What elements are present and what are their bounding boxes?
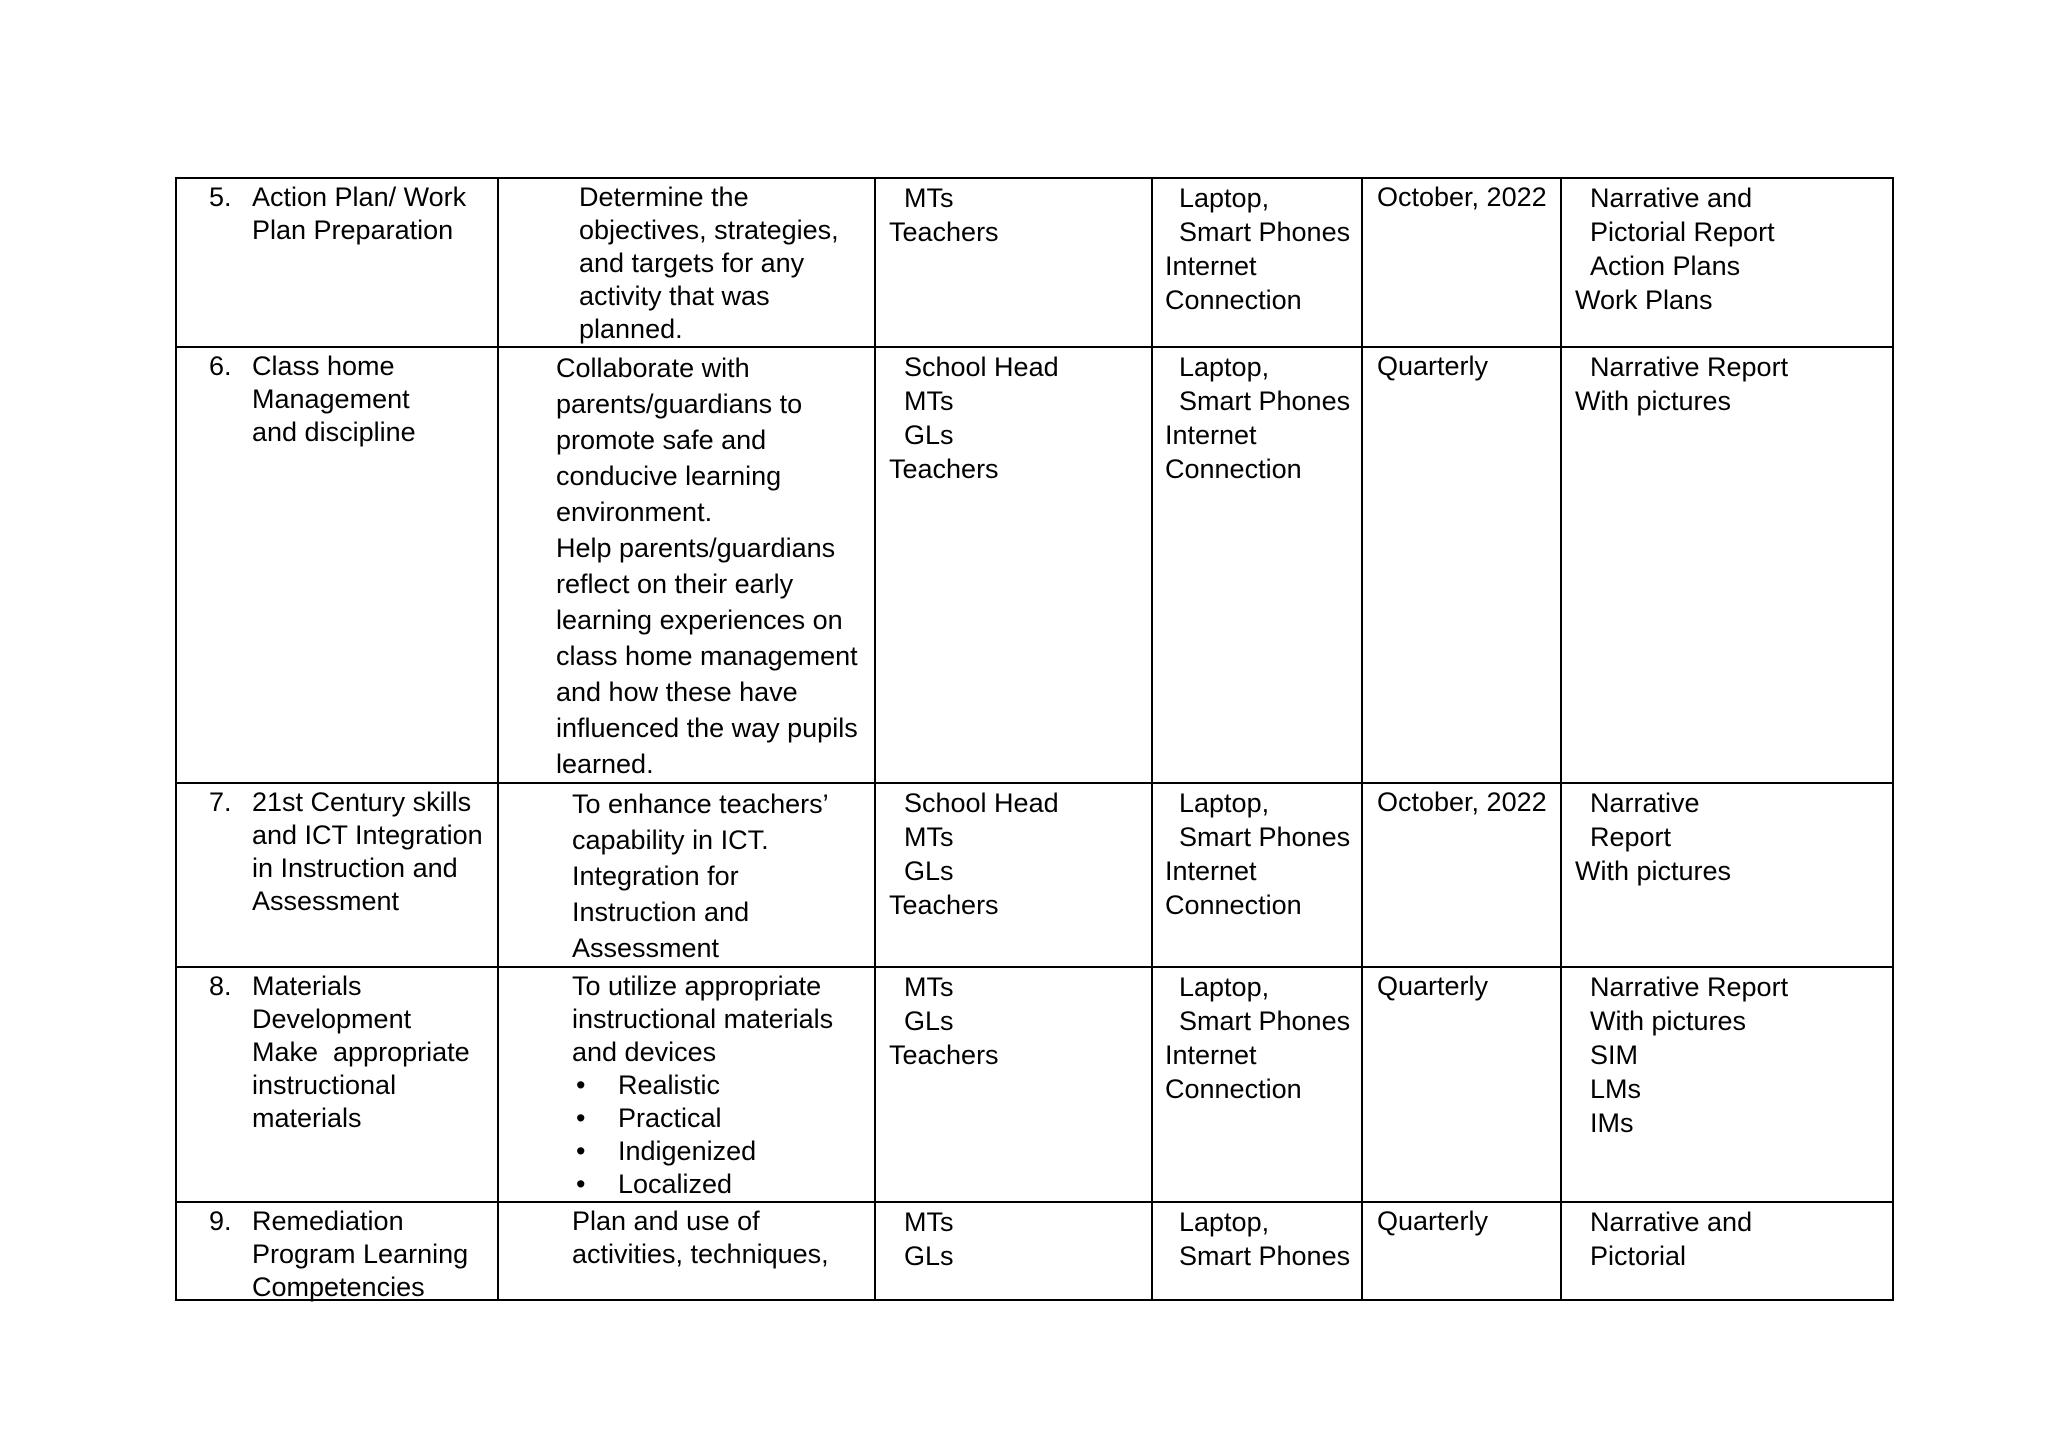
table-row <box>176 1202 1893 1300</box>
activity-cell <box>176 347 498 783</box>
list-item: • Realistic <box>576 1070 721 1100</box>
bullet-icon: • <box>576 1136 586 1166</box>
strategies-cell <box>498 1202 875 1300</box>
persons-cell <box>875 178 1152 347</box>
action-plan-table <box>175 177 1894 1301</box>
bullet-icon: • <box>576 1169 586 1199</box>
activity-cell <box>176 967 498 1202</box>
resources-text: Laptop, Smart Phones Internet Connection <box>1165 183 1351 315</box>
bullet-icon: • <box>576 1070 586 1100</box>
row-number: 7. <box>209 787 232 817</box>
resources-text: Laptop, Smart Phones Internet Connection <box>1165 788 1351 920</box>
output-cell <box>1561 783 1893 967</box>
resources-text: Laptop, Smart Phones Internet Connection <box>1165 972 1351 1104</box>
time-frame-cell <box>1362 1202 1561 1300</box>
time-frame-cell <box>1362 967 1561 1202</box>
list-item: • Practical <box>576 1103 722 1133</box>
activity-text: Remediation Program Learning Competencies <box>252 1206 469 1302</box>
activity-text: Action Plan/ Work Plan Preparation <box>252 182 467 245</box>
resources-cell <box>1152 967 1362 1202</box>
activity-text: Materials Development Make appropriate instructional materials <box>252 971 470 1133</box>
strategies-text: Determine the objectives, strategies, and targets for any activity that was planned. <box>579 182 839 344</box>
resources-cell <box>1152 347 1362 783</box>
time-frame-text: Quarterly <box>1377 351 1489 381</box>
table-row <box>176 178 1893 347</box>
persons-cell <box>875 783 1152 967</box>
persons-cell <box>875 1202 1152 1300</box>
persons-text: School Head MTs GLs Teachers <box>889 788 1059 920</box>
strategies-text: Plan and use of activities, techniques, <box>572 1206 829 1269</box>
activity-cell <box>176 783 498 967</box>
list-item: • Localized <box>576 1169 733 1199</box>
row-number: 6. <box>209 351 232 381</box>
output-text: Narrative and Pictorial <box>1590 1207 1753 1271</box>
row-number: 5. <box>209 182 232 212</box>
strategies-cell <box>498 178 875 347</box>
resources-cell <box>1152 1202 1362 1300</box>
row-number: 8. <box>209 971 232 1001</box>
output-cell <box>1561 178 1893 347</box>
activity-text: 21st Century skills and ICT Integration in Instruction and Assessment <box>252 787 483 916</box>
time-frame-cell <box>1362 347 1561 783</box>
persons-cell <box>875 347 1152 783</box>
time-frame-text: October, 2022 <box>1377 182 1547 212</box>
output-text: Narrative and Pictorial Report Action Plans Work Plans <box>1575 183 1775 315</box>
output-text: Narrative Report With pictures <box>1575 788 1732 886</box>
resources-text: Laptop, Smart Phones Internet Connection <box>1165 352 1351 484</box>
table-row <box>176 783 1893 967</box>
resources-text: Laptop, Smart Phones <box>1179 1207 1351 1271</box>
time-frame-cell <box>1362 178 1561 347</box>
persons-text: MTs GLs Teachers <box>889 972 999 1070</box>
time-frame-text: Quarterly <box>1377 1206 1489 1236</box>
list-item: • Indigenized <box>576 1136 757 1166</box>
table-row <box>176 967 1893 1202</box>
output-cell <box>1561 967 1893 1202</box>
resources-cell <box>1152 783 1362 967</box>
resources-cell <box>1152 178 1362 347</box>
strategies-cell <box>498 967 875 1202</box>
activity-text: Class home Management and discipline <box>252 351 416 447</box>
persons-text: MTs Teachers <box>889 183 999 247</box>
output-text: Narrative Report With pictures <box>1575 352 1789 416</box>
bullet-icon: • <box>576 1103 586 1133</box>
persons-text: MTs GLs <box>904 1207 954 1271</box>
output-cell <box>1561 1202 1893 1300</box>
output-cell <box>1561 347 1893 783</box>
time-frame-text: Quarterly <box>1377 971 1489 1001</box>
time-frame-text: October, 2022 <box>1377 787 1547 817</box>
activity-cell <box>176 178 498 347</box>
persons-text: School Head MTs GLs Teachers <box>889 352 1059 484</box>
time-frame-cell <box>1362 783 1561 967</box>
strategies-text: Collaborate with parents/guardians to promote safe and conducive learning environment. Help parents/guardians reflect on their early learning experiences on class home management and how these have influenced the way pupils learned. <box>556 353 858 779</box>
output-text: Narrative Report With pictures SIM LMs IMs <box>1590 972 1789 1138</box>
activity-cell <box>176 1202 498 1300</box>
strategies-text: To utilize appropriate instructional materials and devices • Realistic • Practical • Indigenized • Localized <box>499 968 874 1201</box>
strategies-cell <box>498 783 875 967</box>
strategy-bullet-list <box>572 1069 874 1201</box>
persons-cell <box>875 967 1152 1202</box>
table-row <box>176 347 1893 783</box>
row-number: 9. <box>209 1206 232 1236</box>
strategies-cell <box>498 347 875 783</box>
strategies-text: To enhance teachers’ capability in ICT. Integration for Instruction and Assessment <box>572 789 829 963</box>
